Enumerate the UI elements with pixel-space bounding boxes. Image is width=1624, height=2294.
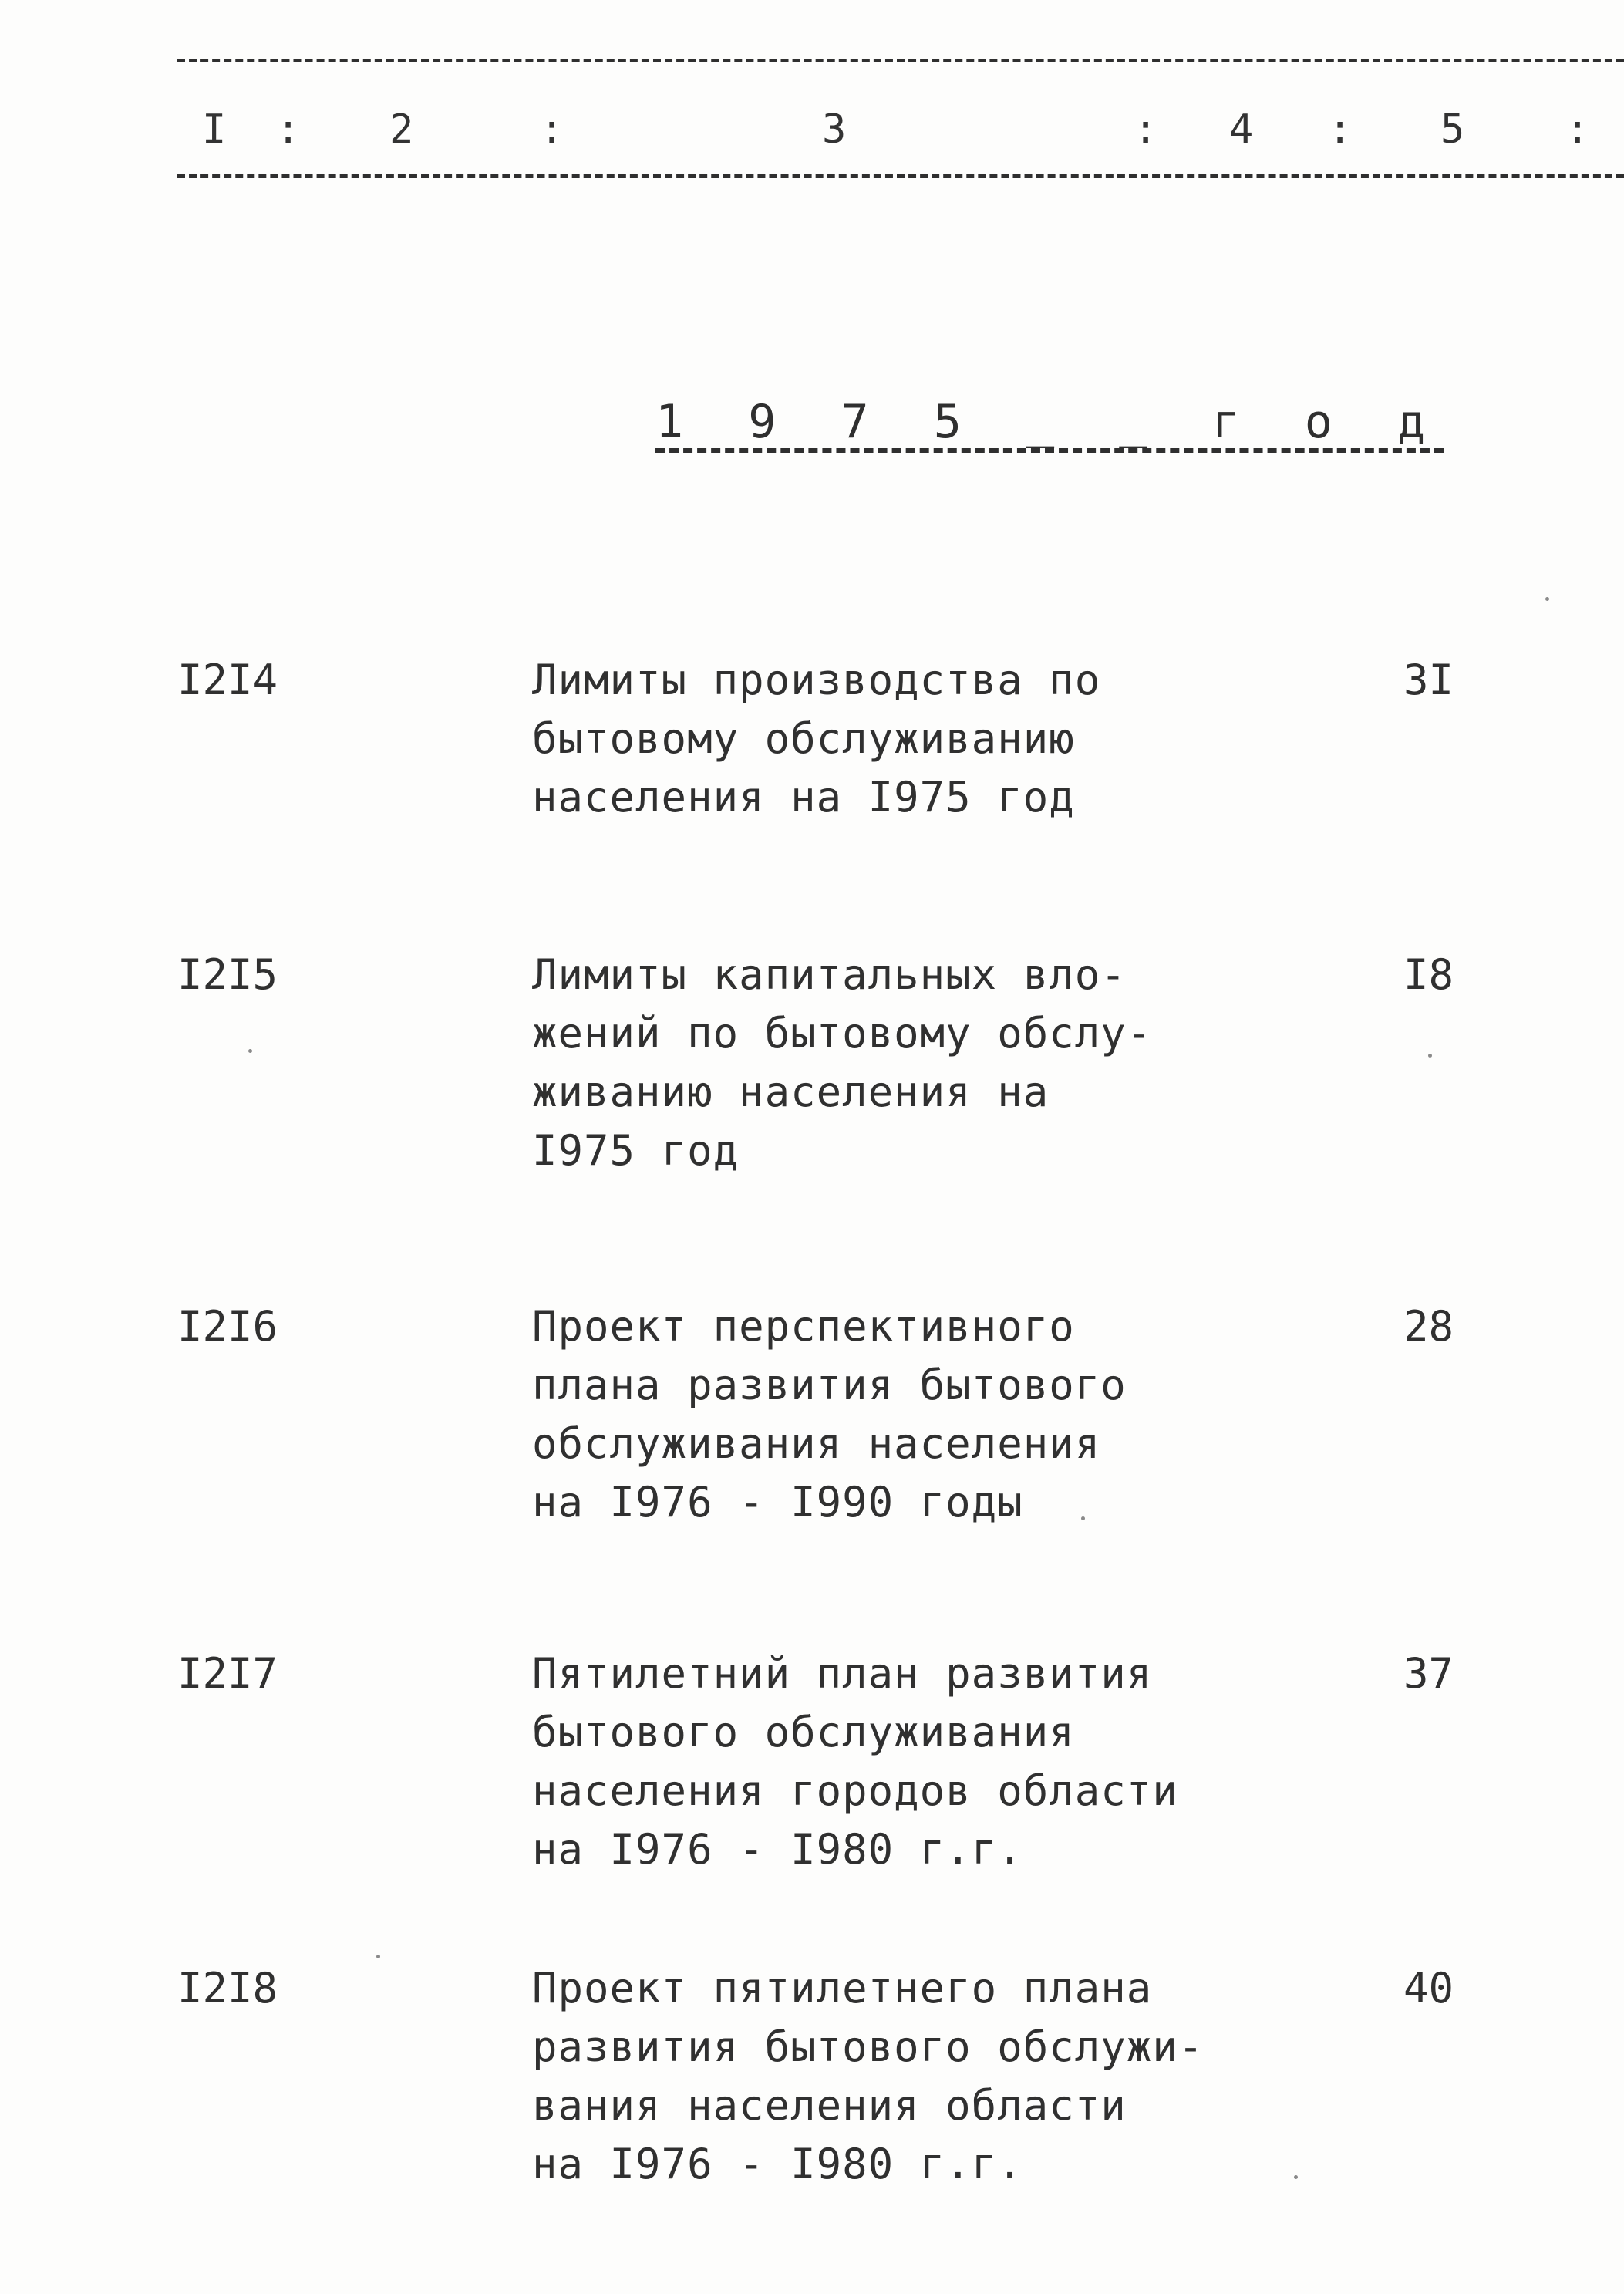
column-separator-1: : bbox=[276, 106, 301, 153]
entry-sheet-count: 37 bbox=[1403, 1649, 1454, 1698]
column-separator-5: : bbox=[1565, 106, 1590, 153]
entry-title: Пятилетний план развития бытового обслуживания населения городов области на I976 - I980 г.г. bbox=[532, 1649, 1178, 1874]
column-header-2: 2 bbox=[389, 106, 414, 153]
entry-sheet-count: 28 bbox=[1403, 1302, 1454, 1351]
year-heading: 1 9 7 5 _ _ г о д bbox=[655, 395, 1444, 449]
column-separator-3: : bbox=[1134, 106, 1158, 153]
scan-speck bbox=[1545, 597, 1549, 601]
column-header-3: 3 bbox=[822, 106, 847, 153]
entry-title: Лимиты производства по бытовому обслуживанию населения на I975 год bbox=[532, 656, 1101, 821]
entry-title: Лимиты капитальных вло- жений по бытовому обслу- живанию населения на I975 год bbox=[532, 950, 1153, 1175]
header-bottom-rule bbox=[177, 174, 1624, 178]
scan-speck bbox=[1081, 1516, 1085, 1520]
scan-speck bbox=[248, 1049, 252, 1053]
column-header-1: I bbox=[202, 106, 227, 153]
column-header-4: 4 bbox=[1229, 106, 1254, 153]
entry-number: I2I5 bbox=[177, 950, 278, 999]
entry-title: Проект перспективного плана развития бытового обслуживания населения на I976 - I990 годы bbox=[532, 1302, 1127, 1527]
entry-number: I2I6 bbox=[177, 1302, 278, 1351]
entry-sheet-count: 3I bbox=[1403, 656, 1454, 704]
entry-sheet-count: I8 bbox=[1403, 950, 1454, 999]
header-top-rule bbox=[177, 59, 1624, 62]
column-separator-4: : bbox=[1328, 106, 1353, 153]
scan-speck bbox=[1428, 1054, 1432, 1058]
scan-speck bbox=[1294, 2175, 1298, 2179]
entry-number: I2I7 bbox=[177, 1649, 278, 1698]
entry-title: Проект пятилетнего плана развития бытового обслужи- вания населения области на I976 - I980 г.г. bbox=[532, 1964, 1205, 2188]
entry-number: I2I8 bbox=[177, 1964, 278, 2012]
column-header-5: 5 bbox=[1440, 106, 1465, 153]
entry-number: I2I4 bbox=[177, 656, 278, 704]
entry-sheet-count: 40 bbox=[1403, 1964, 1454, 2012]
scan-speck bbox=[376, 1955, 380, 1958]
column-separator-2: : bbox=[540, 106, 564, 153]
